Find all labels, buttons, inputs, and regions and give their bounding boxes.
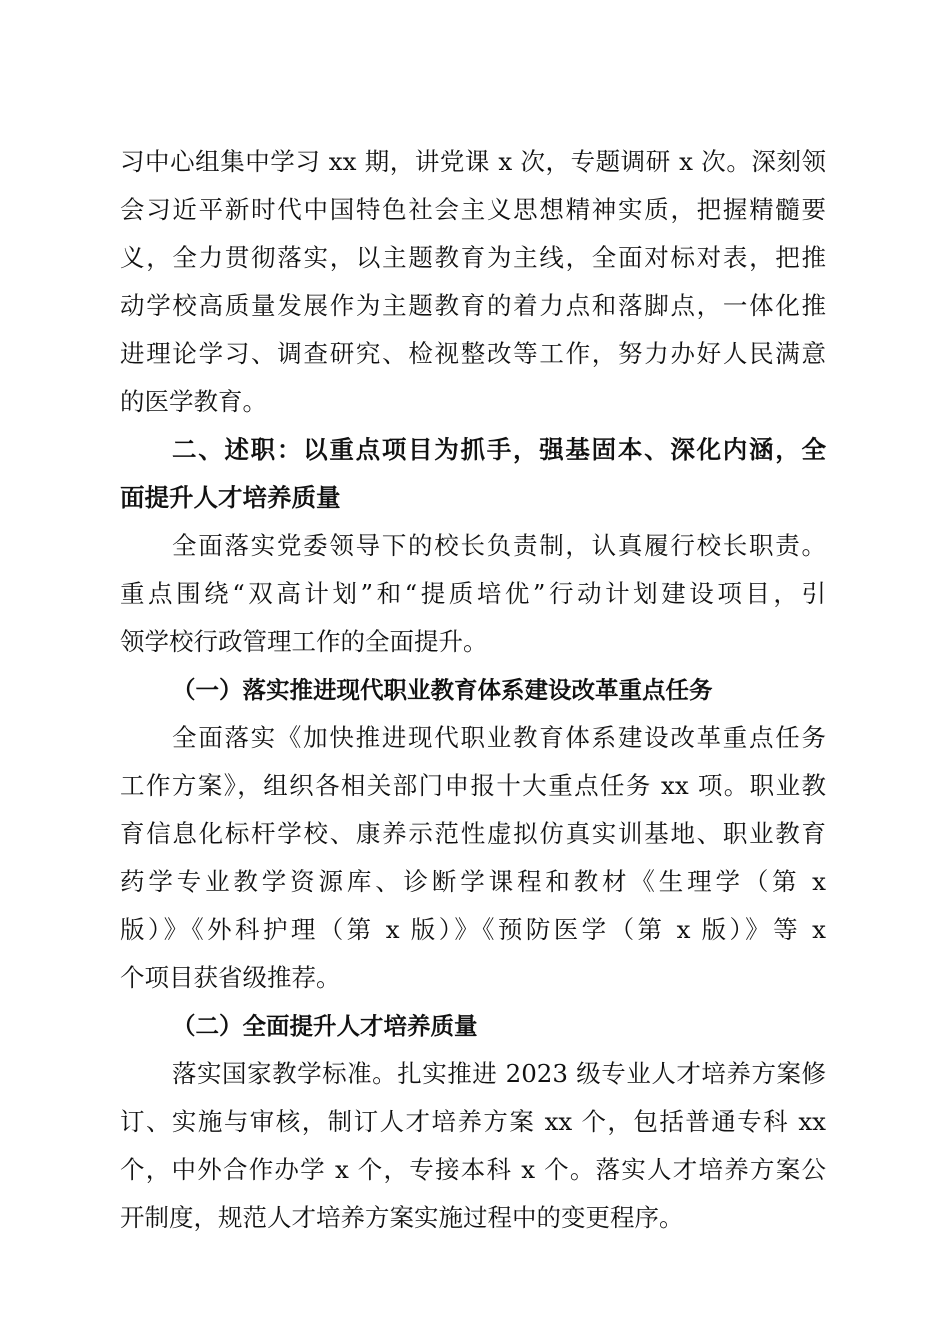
text-line: 落实国家教学标准。扎实推进 2023 级专业人才培养方案修 <box>172 1059 826 1088</box>
text-line: 全面落实党委领导下的校长负责制，认真履行校长职责。 <box>172 531 826 560</box>
section-heading-line: 面提升人才培养质量 <box>120 483 341 512</box>
text-line: 订、实施与审核，制订人才培养方案 xx 个，包括普通专科 xx <box>120 1107 826 1136</box>
section-heading <box>120 426 826 522</box>
text-line: 义，全力贯彻落实，以主题教育为主线，全面对标对表，把推 <box>120 243 826 272</box>
subsection-paragraph <box>120 714 826 1002</box>
document-body <box>120 138 826 1242</box>
text-line: 工作方案》，组织各相关部门申报十大重点任务 xx 项。职业教 <box>120 771 826 800</box>
subsection-heading: （二）全面提升人才培养质量 <box>172 1012 478 1040</box>
section-intro-paragraph <box>120 522 826 666</box>
text-line: 的医学教育。 <box>120 387 267 416</box>
section-heading-line: 二、述职：以重点项目为抓手，强基固本、深化内涵，全 <box>172 435 826 464</box>
text-line: 个项目获省级推荐。 <box>120 963 341 992</box>
text-line: 药学专业教学资源库、诊断学课程和教材《生理学（第 x <box>120 867 826 896</box>
text-line: 育信息化标杆学校、康养示范性虚拟仿真实训基地、职业教育 <box>120 819 826 848</box>
subsection-heading: （一）落实推进现代职业教育体系建设改革重点任务 <box>172 676 713 704</box>
text-line: 重点围绕“双高计划”和“提质培优”行动计划建设项目，引 <box>120 579 826 608</box>
text-line: 开制度，规范人才培养方案实施过程中的变更程序。 <box>120 1203 684 1232</box>
text-line: 领学校行政管理工作的全面提升。 <box>120 627 488 656</box>
paragraph-continuation <box>120 138 826 426</box>
text-line: 版）》《外科护理（第 x 版）》《预防医学（第 x 版）》等 x <box>120 915 826 944</box>
text-line: 会习近平新时代中国特色社会主义思想精神实质，把握精髓要 <box>120 195 826 224</box>
text-line: 全面落实《加快推进现代职业教育体系建设改革重点任务 <box>172 723 826 752</box>
text-line: 动学校高质量发展作为主题教育的着力点和落脚点，一体化推 <box>120 291 826 320</box>
subsection-paragraph <box>120 1050 826 1242</box>
text-line: 个，中外合作办学 x 个，专接本科 x 个。落实人才培养方案公 <box>120 1155 826 1184</box>
text-line: 习中心组集中学习 xx 期，讲党课 x 次，专题调研 x 次。深刻领 <box>120 147 826 176</box>
text-line: 进理论学习、调查研究、检视整改等工作，努力办好人民满意 <box>120 339 826 368</box>
